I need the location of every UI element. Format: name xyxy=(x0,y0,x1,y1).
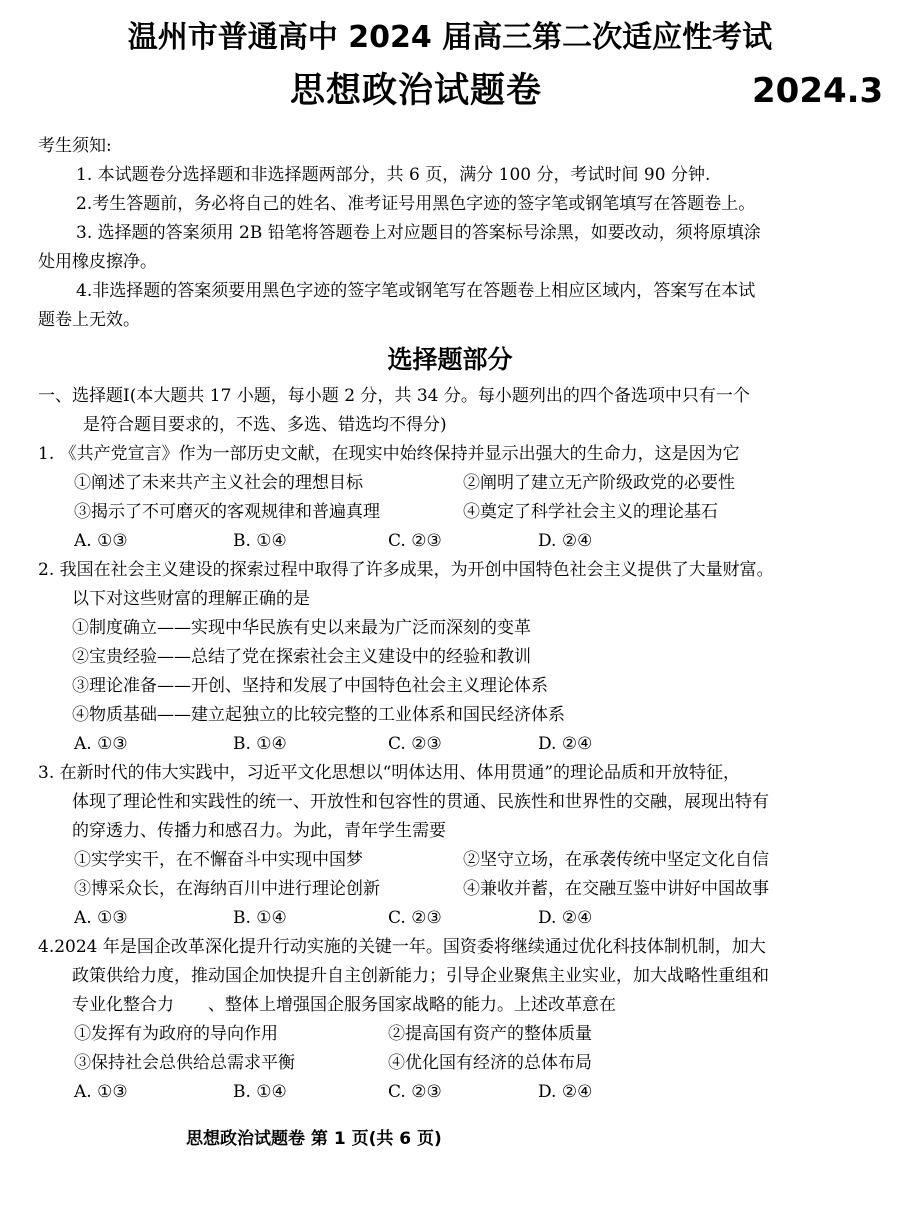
q1-choice-a: A. ①③ xyxy=(74,531,128,551)
q2-choice-b: B. ①④ xyxy=(233,734,287,754)
section-instruction-line1: 一、选择题Ⅰ(本大题共 17 小题，每小题 2 分，共 34 分。每小题列出的四个备选项中只有一个 xyxy=(38,386,750,406)
notice-item-3: 3. 选择题的答案须用 2B 铅笔将答题卷上对应题目的答案标号涂黑，如要改动，须将原填涂 xyxy=(76,223,761,243)
notice-item-4: 4.非选择题的答案须要用黑色字迹的签字笔或钢笔写在答题卷上相应区域内，答案写在本试 xyxy=(76,281,756,301)
notice-item-3-cont: 处用橡皮擦净。 xyxy=(38,252,157,272)
q1-option-1: ①阐述了未来共产主义社会的理想目标 xyxy=(74,473,363,493)
q4-stem-line3: 专业化整合力 、整体上增强国企服务国家战略的能力。上述改革意在 xyxy=(72,995,616,1015)
q3-option-2: ②坚守立场，在承袭传统中坚定文化自信 xyxy=(463,850,769,870)
q2-choice-a: A. ①③ xyxy=(74,734,128,754)
q4-option-2: ②提高国有资产的整体质量 xyxy=(388,1024,592,1044)
page-footer: 思想政治试题卷 第 1 页(共 6 页) xyxy=(186,1129,442,1149)
exam-date: 2024.3 xyxy=(752,71,884,111)
candidate-notice xyxy=(38,132,868,335)
notice-item-1: 1. 本试题卷分选择题和非选择题两部分，共 6 页，满分 100 分，考试时间 90 分钟. xyxy=(76,165,711,185)
q3-answers xyxy=(38,904,878,933)
q3-option-4: ④兼收并蓄，在交融互鉴中讲好中国故事 xyxy=(463,879,769,899)
q3-choice-b: B. ①④ xyxy=(233,908,287,928)
q2-option-1: ①制度确立——实现中华民族有史以来最为广泛而深刻的变革 xyxy=(72,618,531,638)
notice-heading: 考生须知: xyxy=(38,136,112,156)
questions-area xyxy=(38,382,878,1107)
q2-option-3: ③理论准备——开创、坚持和发展了中国特色社会主义理论体系 xyxy=(72,676,548,696)
q2-stem-line2: 以下对这些财富的理解正确的是 xyxy=(72,589,310,609)
q4-choice-d: D. ②④ xyxy=(538,1082,593,1102)
q1-options-row1 xyxy=(38,469,878,498)
q4-answers xyxy=(38,1078,878,1107)
q2-option-4: ④物质基础——建立起独立的比较完整的工业体系和国民经济体系 xyxy=(72,705,565,725)
q2-option-2: ②宝贵经验——总结了党在探索社会主义建设中的经验和教训 xyxy=(72,647,531,667)
exam-subject-title: 思想政治试题卷 xyxy=(290,71,543,111)
section-title: 选择题部分 xyxy=(387,345,513,374)
q3-option-1: ①实学实干，在不懈奋斗中实现中国梦 xyxy=(74,850,363,870)
q1-answers xyxy=(38,527,878,556)
notice-item-4-cont: 题卷上无效。 xyxy=(38,310,140,330)
q4-stem-line1: 4.2024 年是国企改革深化提升行动实施的关键一年。国资委将继续通过优化科技体制机制，加大 xyxy=(38,937,766,957)
exam-title-line1: 温州市普通高中 2024 届高三第二次适应性考试 xyxy=(127,20,773,55)
q4-options-row1 xyxy=(38,1020,878,1049)
q1-option-3: ③揭示了不可磨灭的客观规律和普遍真理 xyxy=(74,502,380,522)
q2-choice-d: D. ②④ xyxy=(538,734,593,754)
q3-option-3: ③博采众长，在海纳百川中进行理论创新 xyxy=(74,879,380,899)
q2-choice-c: C. ②③ xyxy=(388,734,442,754)
q2-answers xyxy=(38,730,878,759)
q4-choice-b: B. ①④ xyxy=(233,1082,287,1102)
q2-stem-line1: 2. 我国在社会主义建设的探索过程中取得了许多成果，为开创中国特色社会主义提供了大量财富。 xyxy=(38,560,774,580)
q4-stem-line2: 政策供给力度，推动国企加快提升自主创新能力；引导企业聚焦主业实业，加大战略性重组和 xyxy=(72,966,769,986)
q3-stem-line1: 3. 在新时代的伟大实践中，习近平文化思想以“明体达用、体用贯通”的理论品质和开放特征， xyxy=(38,763,741,783)
q3-stem-line2: 体现了理论性和实践性的统一、开放性和包容性的贯通、民族性和世界性的交融，展现出特有 xyxy=(72,792,769,812)
q3-stem-line3: 的穿透力、传播力和感召力。为此，青年学生需要 xyxy=(72,821,446,841)
q1-choice-c: C. ②③ xyxy=(388,531,442,551)
q1-choice-d: D. ②④ xyxy=(538,531,593,551)
q4-option-1: ①发挥有为政府的导向作用 xyxy=(74,1024,278,1044)
q4-choice-c: C. ②③ xyxy=(388,1082,442,1102)
exam-title-line2 xyxy=(0,68,900,114)
q1-options-row2 xyxy=(38,498,878,527)
q3-options-row2 xyxy=(38,875,878,904)
q1-stem: 1. 《共产党宣言》作为一部历史文献，在现实中始终保持并显示出强大的生命力，这是因为它 xyxy=(38,444,740,464)
q1-option-2: ②阐明了建立无产阶级政党的必要性 xyxy=(463,473,735,493)
q1-option-4: ④奠定了科学社会主义的理论基石 xyxy=(463,502,718,522)
q3-choice-a: A. ①③ xyxy=(74,908,128,928)
q1-choice-b: B. ①④ xyxy=(233,531,287,551)
q4-options-row2 xyxy=(38,1049,878,1078)
q3-options-row1 xyxy=(38,846,878,875)
q3-choice-c: C. ②③ xyxy=(388,908,442,928)
q4-option-3: ③保持社会总供给总需求平衡 xyxy=(74,1053,295,1073)
q3-choice-d: D. ②④ xyxy=(538,908,593,928)
q4-choice-a: A. ①③ xyxy=(74,1082,128,1102)
notice-item-2: 2.考生答题前，务必将自己的姓名、准考证号用黑色字迹的签字笔或钢笔填写在答题卷上。 xyxy=(76,194,756,214)
section-instruction-line2: 是符合题目要求的，不选、多选、错选均不得分) xyxy=(83,415,447,435)
q4-option-4: ④优化国有经济的总体布局 xyxy=(388,1053,592,1073)
